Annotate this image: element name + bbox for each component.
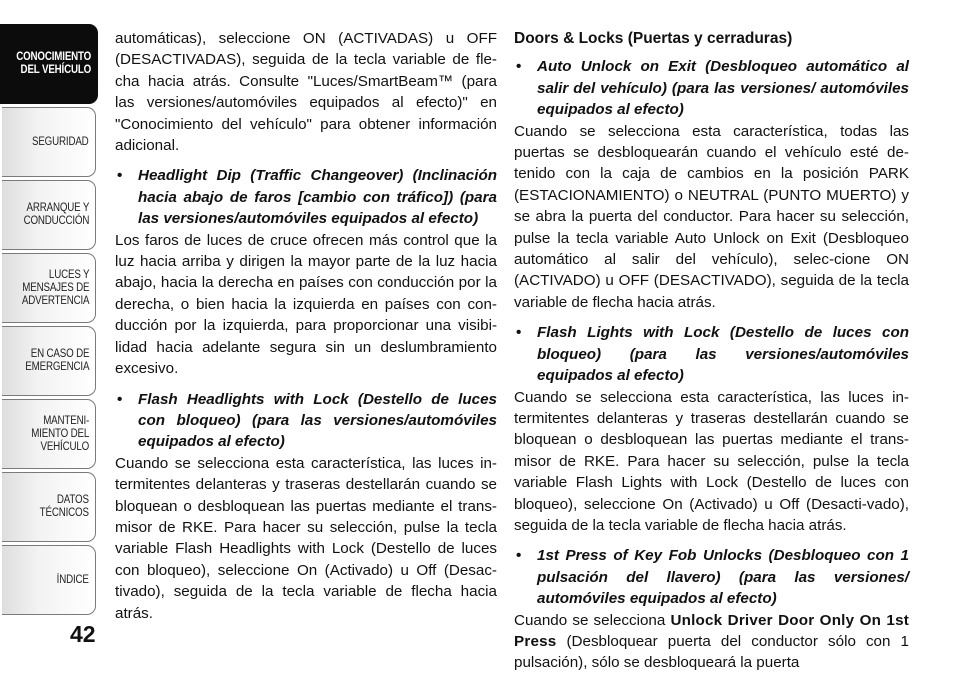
paragraph-tail: (Desbloquear puerta del conductor sólo con 1 pulsación), sólo se desbloqueará la puerta xyxy=(514,632,909,672)
tab-label: SEGURIDAD xyxy=(32,135,89,148)
section-heading: Doors & Locks (Puertas y cerraduras) xyxy=(514,30,793,47)
paragraph: Los faros de luces de cruce ofrecen más control que la luz hacia arriba y dirigen la mayor parte de la luz hacia abajo, hacia la derecha en países con conducción por la derecha, o bien hacia la izquierda en países con con-ducción por la izquierda, para proporcionar una visibi-lidad hacia adelante segura sin un deslumbramiento excesivo. xyxy=(115,231,497,378)
tab-label: ARRANQUE Y CONDUCCIÓN xyxy=(23,202,89,227)
chapter-tabs xyxy=(0,0,100,678)
paragraph xyxy=(514,610,909,674)
tab-seguridad[interactable] xyxy=(2,107,96,177)
tab-en-caso-de-emergencia[interactable] xyxy=(2,326,96,396)
bullet-flash-lights-with-lock: • Flash Lights with Lock (Destello de luces con bloqueo) (para las versiones/automóviles equipados al efecto) xyxy=(514,322,909,386)
bullet-auto-unlock-on-exit: • Auto Unlock on Exit (Desbloqueo automático al salir del vehículo) (para las versiones/ automóviles equipados al efecto) xyxy=(514,56,909,120)
tab-label: CONOCIMIENTO DEL VEHÍCULO xyxy=(16,51,91,76)
paragraph: Cuando se selecciona esta característica, las luces in-termitentes delanteras y traseras destellarán cuando se bloquean o desbloquean las puertas mediante el trans-misor de RKE. Para hacer su selección, pulse la tecla variable Flash Headlights with Lock (Destello de luces con bloqueo), seleccione On (Activado) u Off (Desac-tivado), seguida de la tecla variable de flecha hacia atrás. xyxy=(115,454,497,622)
tab-label: ÍNDICE xyxy=(56,573,89,586)
option-name: Unlock Driver Door Only On 1st Press xyxy=(514,611,909,650)
tab-datos-tecnicos[interactable] xyxy=(2,472,96,542)
bullet-flash-headlights-with-lock: • Flash Headlights with Lock (Destello de luces con bloqueo) (para las versiones/automóviles equipados al efecto) xyxy=(115,389,497,453)
bullet-key-fob-unlocks: • 1st Press of Key Fob Unlocks (Desbloqueo con 1 pulsación del llavero) (para las versiones/ automóviles equipados al efecto) xyxy=(514,545,909,609)
paragraph-lead: Cuando se selecciona xyxy=(514,611,666,629)
tab-label: DATOS TÉCNICOS xyxy=(39,494,89,519)
tab-conocimiento-del-vehiculo[interactable] xyxy=(0,24,98,104)
tab-mantenimiento[interactable] xyxy=(2,399,96,469)
tab-indice[interactable] xyxy=(2,545,96,615)
tab-label: EN CASO DE EMERGENCIA xyxy=(24,348,89,373)
tab-label: MANTENI- MIENTO DEL VEHÍCULO xyxy=(31,414,89,453)
paragraph: Cuando se selecciona esta característica, las luces in-termitentes delanteras y traseras destellarán cuando se bloquean o desbloquean las puertas mediante el trans-misor de RKE. Para hacer su selección, pulse la tecla variable Flash Lights with Lock (Destello de luces con bloqueo), seleccione On (Activado) u Off (Desacti-vado), seguida de la tecla variable de flecha hacia atrás. xyxy=(514,388,909,534)
left-column xyxy=(115,28,497,624)
tab-label: LUCES Y MENSAJES DE ADVERTENCIA xyxy=(21,268,89,307)
tab-arranque-y-conduccion[interactable] xyxy=(2,180,96,250)
right-column xyxy=(514,28,909,674)
paragraph: automáticas), seleccione ON (ACTIVADAS) u OFF (DESACTIVADAS), seguida de la tecla variable de fle-cha hacia atrás. Consulte "Luces/SmartBeam™ (para las versiones/automóviles equipados al efecto)" en "Conocimiento del vehículo" para obtener información adicional. xyxy=(115,30,497,155)
page-number: 42 xyxy=(70,621,96,647)
tab-luces-y-mensajes[interactable] xyxy=(2,253,96,323)
bullet-headlight-dip: • Headlight Dip (Traffic Changeover) (Inclinación hacia abajo de faros [cambio con tráfico]) (para las versiones/automóviles equipados al efecto) xyxy=(115,165,497,229)
paragraph: Cuando se selecciona esta característica, todas las puertas se desbloquearán cuando el vehículo esté de-tenido con la caja de cambios en la posición PARK (ESTACIONAMIENTO) o NEUTRAL (PUNTO MUERTO) y se abra la puerta del conductor. Para hacer su selección, pulse la tecla variable Auto Unlock on Exit (Desbloqueo automático al salir del vehículo), selec-cione ON (ACTIVADO) u OFF (DESACTIVADO), seguida de la tecla variable de flecha hacia atrás. xyxy=(514,122,909,311)
